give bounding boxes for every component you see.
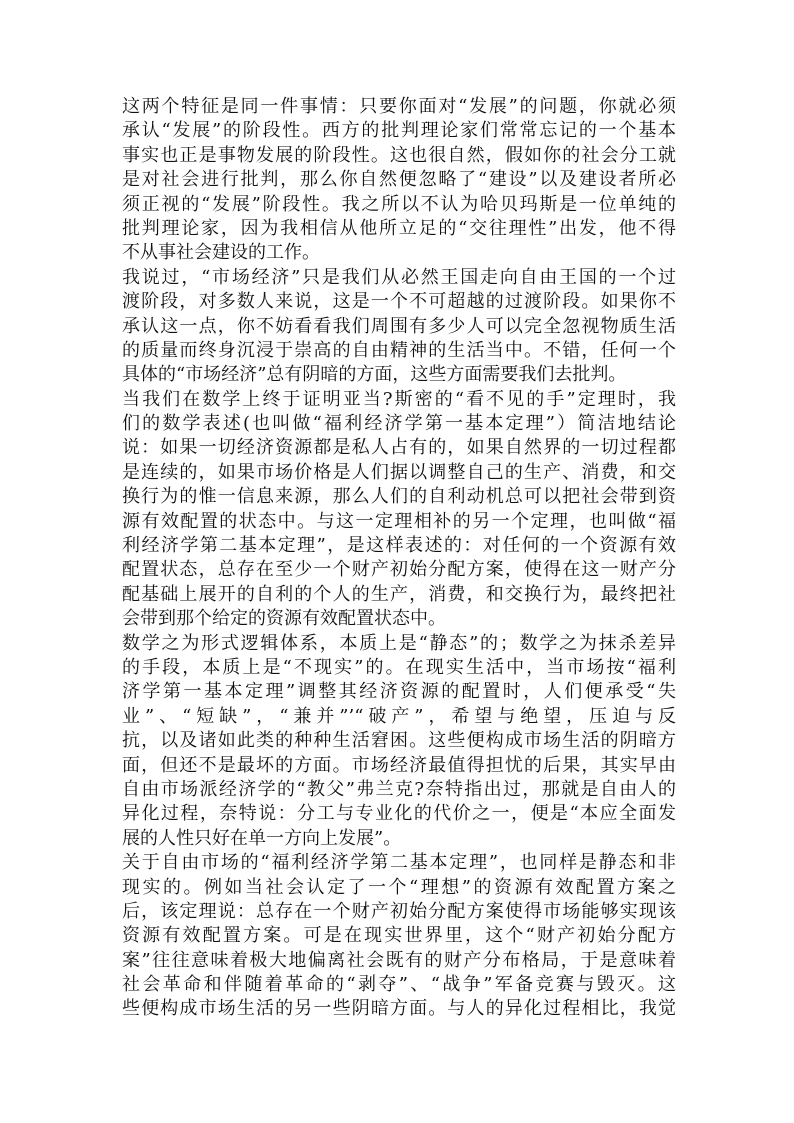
text-line: 是对社会进行批判，那么你自然便忽略了“建设”以及建设者所必 (122, 169, 676, 191)
text-line: 配置状态，总存在至少一个财产初始分配方案，使得在这一财产分 (122, 559, 676, 581)
text-line: 具体的“市场经济”总有阴暗的方面，这些方面需要我们去批判。 (122, 364, 627, 386)
text-line: 异化过程，奈特说：分工与专业化的代价之一，便是“本应全面发 (122, 803, 676, 825)
text-line: 关于自由市场的“福利经济学第二基本定理”，也同样是静态和非 (122, 852, 676, 874)
text-line: 资源有效配置方案。可是在现实世界里，这个“财产初始分配方 (122, 925, 676, 947)
text-line: 会带到那个给定的资源有效配置状态中。 (122, 608, 446, 630)
text-line: 须正视的“发展”阶段性。我之所以不认为哈贝玛斯是一位单纯的 (122, 193, 676, 215)
text-line: 案”往往意味着极大地偏离社会既有的财产分布格局，于是意味着 (122, 949, 676, 971)
text-line: 这两个特征是同一件事情：只要你面对“发展”的问题，你就必须 (122, 96, 676, 117)
paragraph-3 (122, 388, 676, 632)
paragraph-4 (122, 632, 676, 852)
text-line: 承认这一点，你不妨看看我们周围有多少人可以完全忽视物质生活 (122, 315, 676, 337)
text-line: 不从事社会建设的工作。 (122, 242, 320, 264)
text-line: 说：如果一切经济资源都是私人占有的，如果自然界的一切过程都 (122, 437, 676, 459)
text-line: 济学第一基本定理”调整其经济资源的配置时，人们便承受“失 (122, 681, 676, 703)
text-line: 的手段，本质上是“不现实”的。在现实生活中，当市场按“福利 (122, 656, 676, 678)
paragraph-5 (122, 851, 676, 1022)
text-line: 的质量而终身沉浸于崇高的自由精神的生活当中。不错，任何一个 (122, 339, 676, 361)
text-line: 渡阶段，对多数人来说，这是一个不可超越的过渡阶段。如果你不 (122, 291, 676, 313)
text-line: 现实的。例如当社会认定了一个“理想”的资源有效配置方案之 (122, 876, 676, 898)
text-line: 后，该定理说：总存在一个财产初始分配方案使得市场能够实现该 (122, 900, 676, 922)
text-line: 数学之为形式逻辑体系，本质上是“静态”的；数学之为抹杀差异 (122, 632, 676, 654)
text-line: 事实也正是事物发展的阶段性。这也很自然，假如你的社会分工就 (122, 144, 676, 166)
text-line: 配基础上展开的自利的个人的生产，消费，和交换行为，最终把社 (122, 583, 676, 605)
text-line: 是连续的，如果市场价格是人们据以调整自己的生产、消费，和交 (122, 461, 676, 483)
text-line: 业”、“短缺”，“兼并”’“破产”，希望与绝望，压迫与反 (122, 705, 676, 727)
text-line: 我说过，“市场经济”只是我们从必然王国走向自由王国的一个过 (122, 266, 676, 288)
text-line: 们的数学表述(也叫做“福利经济学第一基本定理”）简洁地结论 (122, 413, 676, 435)
text-line: 些便构成市场生活的另一些阴暗方面。与人的异化过程相比，我觉 (122, 998, 676, 1020)
text-line: 承认“发展”的阶段性。西方的批判理论家们常常忘记的一个基本 (122, 120, 676, 142)
text-line: 当我们在数学上终于证明亚当?斯密的“看不见的手”定理时，我 (122, 388, 676, 410)
text-line: 社会革命和伴随着革命的“剥夺”、“战争”军备竞赛与毁灭。这 (122, 974, 676, 996)
text-line: 面，但还不是最坏的方面。市场经济最值得担忧的后果，其实早由 (122, 754, 676, 776)
text-line: 展的人性只好在单一方向上发展”。 (122, 827, 402, 849)
text-line: 自由市场派经济学的“教父”弗兰克?奈特指出过，那就是自由人的 (122, 778, 676, 800)
text-line: 抗，以及诸如此类的种种生活窘困。这些便构成市场生活的阴暗方 (122, 730, 676, 752)
paragraph-2 (122, 266, 676, 388)
paragraph-1 (122, 95, 676, 266)
document-page (122, 95, 676, 1022)
text-line: 批判理论家，因为我相信从他所立足的“交往理性”出发，他不得 (122, 217, 676, 239)
text-line: 利经济学第二基本定理”，是这样表述的：对任何的一个资源有效 (122, 535, 676, 557)
text-line: 源有效配置的状态中。与这一定理相补的另一个定理，也叫做“福 (122, 510, 676, 532)
text-line: 换行为的惟一信息来源，那么人们的自利动机总可以把社会带到资 (122, 486, 676, 508)
